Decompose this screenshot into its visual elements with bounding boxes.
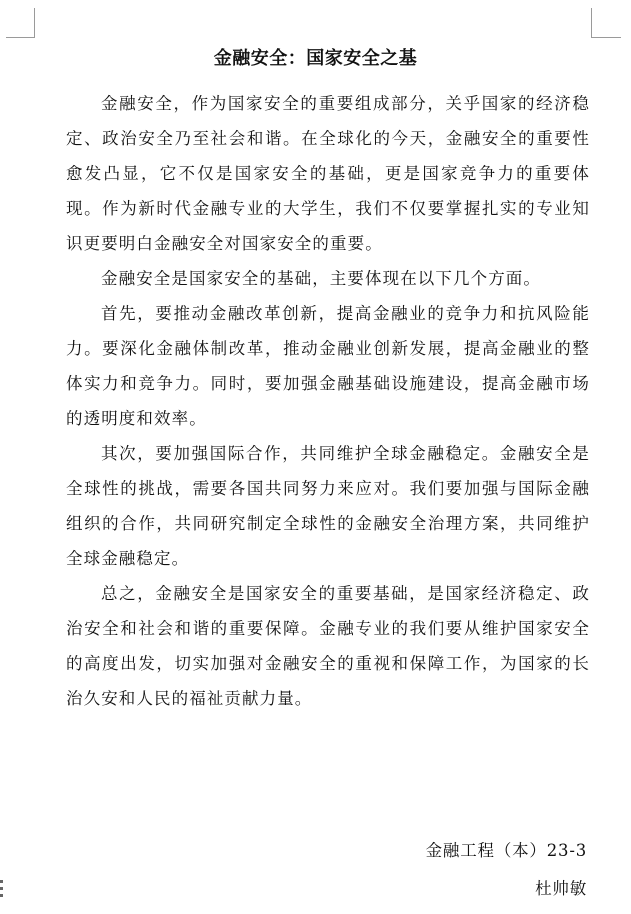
crop-mark-top-right-horizontal xyxy=(591,37,621,38)
signature-author: 杜帅敏 xyxy=(535,879,587,898)
crop-mark-top-left-horizontal xyxy=(6,37,35,38)
paragraph-foundation: 金融安全是国家安全的基础，主要体现在以下几个方面。 xyxy=(101,269,541,288)
paragraph-conclusion: 总之，金融安全是国家安全的重要基础，是国家经济稳定、政治安全和社会和谐的重要保障。金融专业的我们要从维护国家安全的高度出发，切实加强对金融安全的重视和保障工作，为国家的长治久安和人民的福祉贡献力量。 xyxy=(66,584,590,708)
signature-class: 金融工程（本）23-3 xyxy=(425,841,587,860)
paragraph-second-point: 其次，要加强国际合作，共同维护全球金融稳定。金融安全是全球性的挑战，需要各国共同努力来应对。我们要加强与国际金融组织的合作，共同研究制定全球性的金融安全治理方案，共同维护全球金融稳定。 xyxy=(66,444,590,568)
crop-mark-top-left-vertical xyxy=(34,8,35,38)
paragraph-intro: 金融安全，作为国家安全的重要组成部分，关乎国家的经济稳定、政治安全乃至社会和谐。在全球化的今天，金融安全的重要性愈发凸显，它不仅是国家安全的基础，更是国家竞争力的重要体现。作为新时代金融专业的大学生，我们不仅要掌握扎实的专业知识更要明白金融安全对国家安全的重要。 xyxy=(66,94,590,253)
document-body xyxy=(66,86,590,716)
paragraph-first-point: 首先，要推动金融改革创新，提高金融业的竞争力和抗风险能力。要深化金融体制改革，推动金融业创新发展，提高金融业的整体实力和竞争力。同时，要加强金融基础设施建设，提高金融市场的透明度和效率。 xyxy=(66,304,590,428)
document-title: 金融安全：国家安全之基 xyxy=(213,48,418,69)
drag-handle-icon[interactable] xyxy=(0,880,4,900)
crop-mark-top-right-vertical xyxy=(591,8,592,38)
